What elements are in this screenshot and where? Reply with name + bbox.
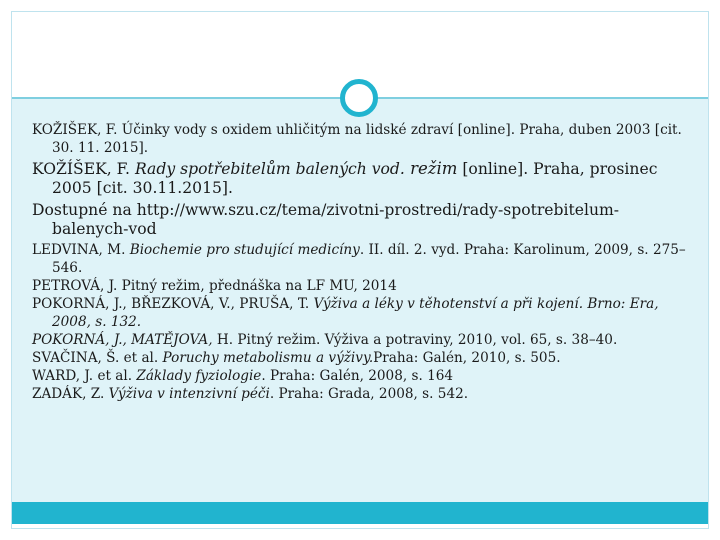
reference-item: LEDVINA, M. Biochemie pro studující medicíny. II. díl. 2. vyd. Praha: Karolinum, 2009, s. 275–546. bbox=[32, 242, 686, 276]
reference-item: PETROVÁ, J. Pitný režim, přednáška na LF MU, 2014 bbox=[32, 278, 397, 294]
circle-ornament bbox=[340, 79, 378, 117]
reference-list bbox=[32, 121, 692, 403]
reference-item: WARD, J. et al. Základy fyziologie. Praha: Galén, 2008, s. 164 bbox=[32, 368, 454, 384]
bottom-bar bbox=[12, 502, 708, 524]
reference-item: SVAČINA, Š. et al. Poruchy metabolismu a výživy.Praha: Galén, 2010, s. 505. bbox=[32, 350, 561, 366]
reference-item: POKORNÁ, J., MATĚJOVA, H. Pitný režim. Výživa a potraviny, 2010, vol. 65, s. 38–40. bbox=[32, 332, 618, 348]
reference-item: ZADÁK, Z. Výživa v intenzivní péči. Praha: Grada, 2008, s. 542. bbox=[32, 386, 469, 402]
reference-item: POKORNÁ, J., BŘEZKOVÁ, V., PRUŠA, T. Výživa a léky v těhotenství a při kojení. Brno: Era, 2008, s. 132. bbox=[32, 296, 659, 330]
reference-item: KOŽÍŠEK, F. Rady spotřebitelům balených vod. režim [online]. Praha, prosinec 2005 [cit. 30.11.2015]. bbox=[32, 159, 658, 197]
reference-item: KOŽIŠEK, F. Účinky vody s oxidem uhličitým na lidské zdraví [online]. Praha, duben 2003 [cit. 30. 11. 2015]. bbox=[32, 122, 682, 156]
reference-item: Dostupné na http://www.szu.cz/tema/zivotni-prostredi/rady-spotrebitelum-balenych-vod bbox=[32, 201, 620, 238]
